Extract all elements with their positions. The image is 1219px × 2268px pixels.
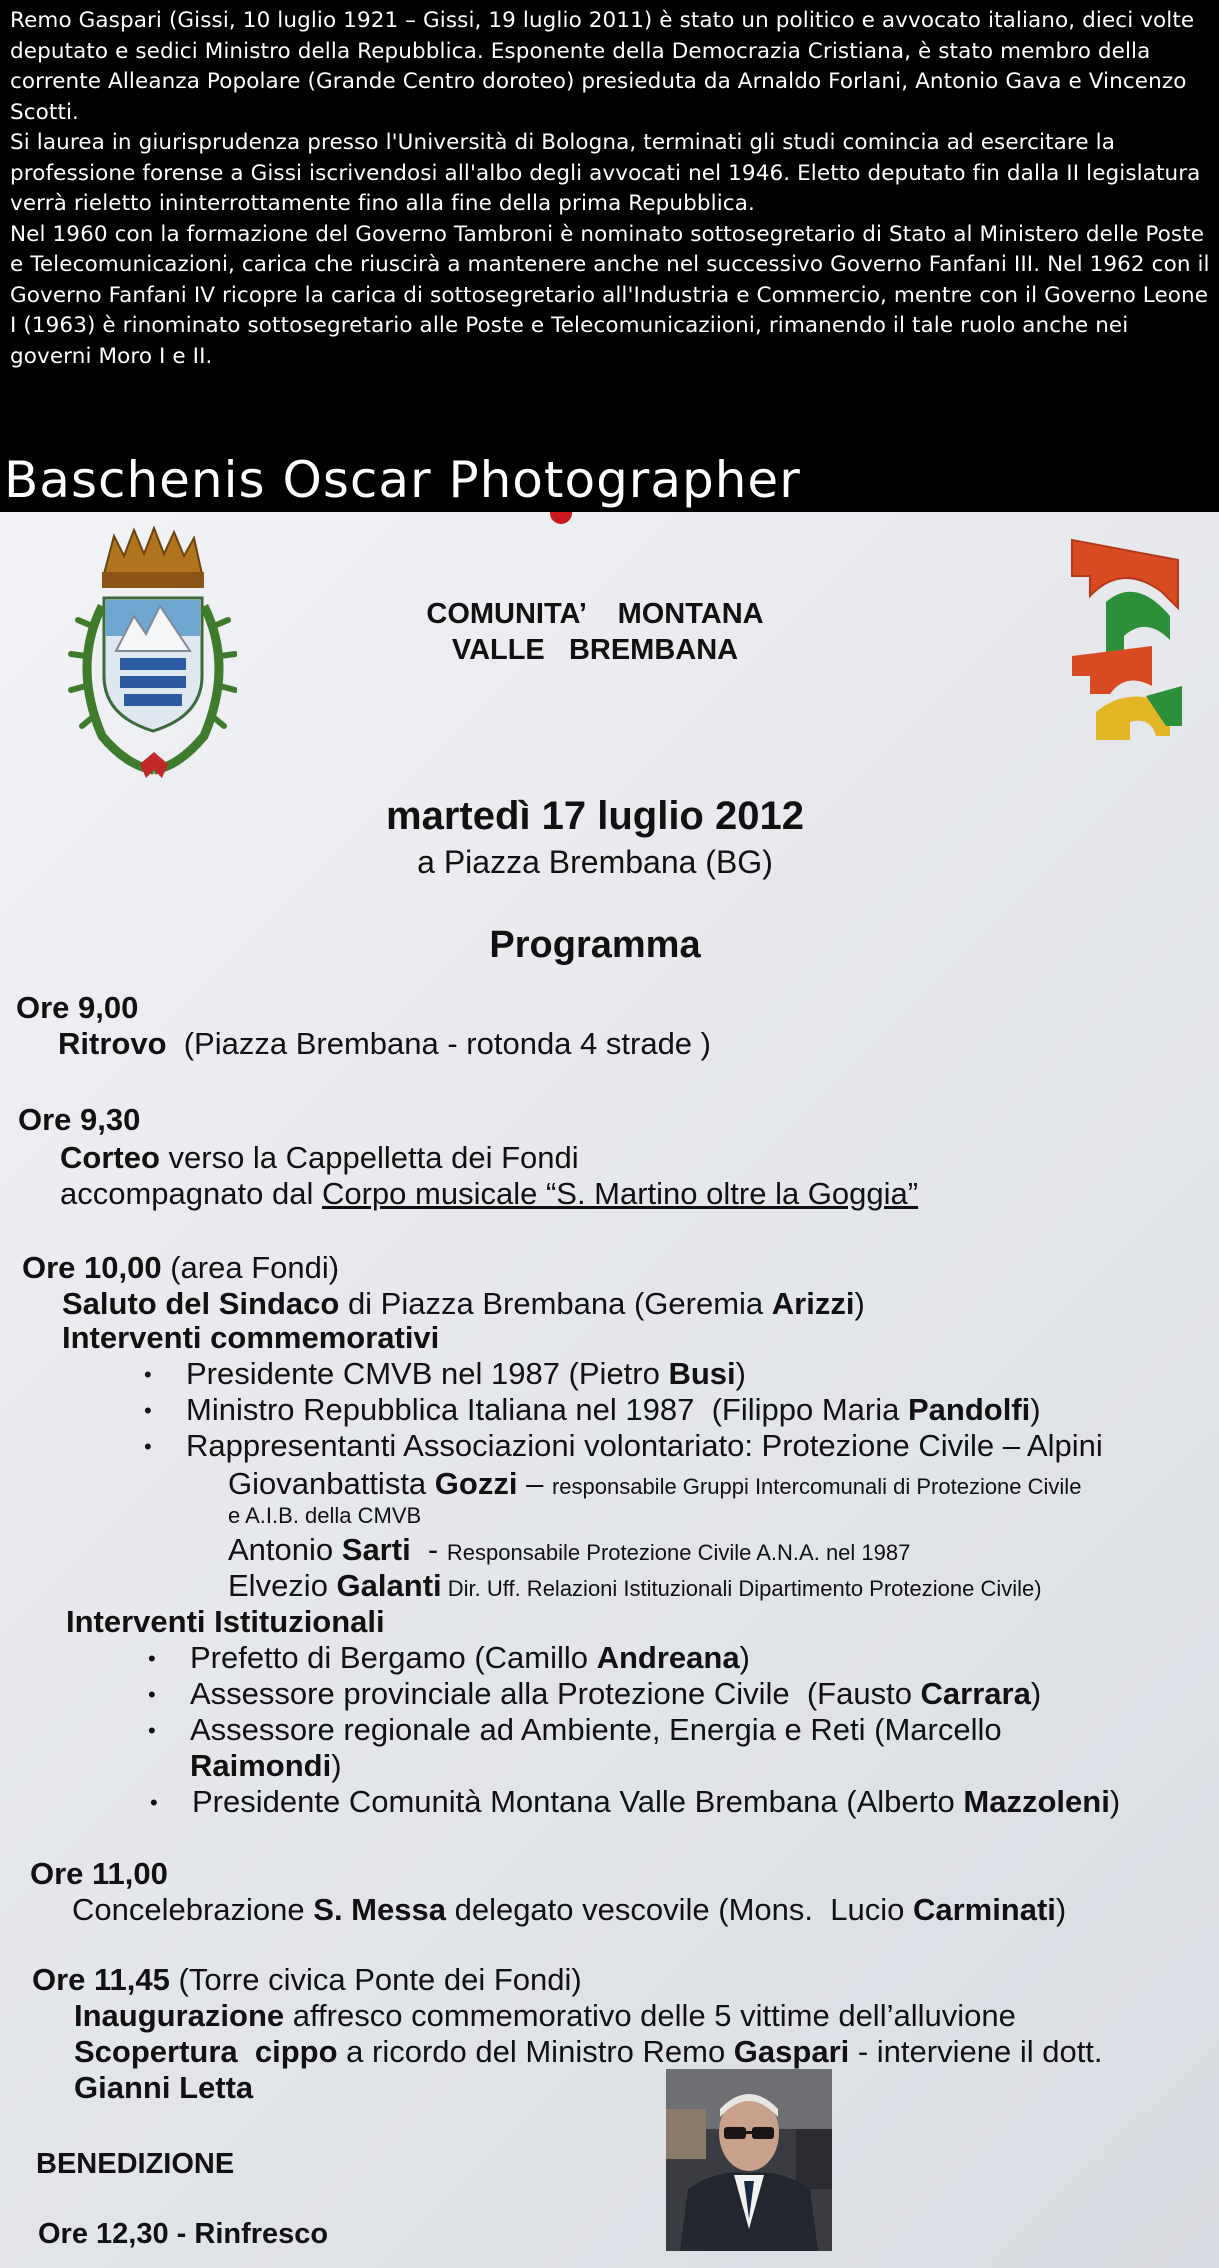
inaugurazione-line (74, 1998, 1016, 2034)
person-sarti (228, 1532, 910, 1568)
bio-paragraph-1: Remo Gaspari (Gissi, 10 luglio 1921 – Gissi, 19 luglio 2011) è stato un politico e avvocato italiano, dieci volte deputato e sedici Ministro della Repubblica. Esponente della Democrazia Cristiana, è stato membro della corrente Alleanza Popolare (Grande Centro doroteo) presieduta da Arnaldo Forlani, Antonio Gava e Vincenzo Scotti. (10, 8, 1195, 125)
header-line-1: COMUNITA’ MONTANA (426, 598, 764, 630)
item-name: Mazzoleni (963, 1784, 1110, 1819)
bullet: • (148, 1718, 156, 1743)
item-name: Andreana (596, 1640, 740, 1675)
dash: – (517, 1466, 552, 1501)
person-galanti (228, 1568, 1042, 1604)
time-1100: Ore 11,00 (30, 1856, 168, 1891)
scopertura-line (74, 2034, 1103, 2070)
ist-item-4 (192, 1784, 1120, 1820)
time-0900: Ore 9,00 (16, 990, 139, 1025)
scopertura-text: a ricordo del Ministro Remo (337, 2034, 734, 2069)
item-name: Raimondi (190, 1748, 332, 1783)
celebrant-name: Carminati (912, 1892, 1056, 1927)
comm-item-1 (186, 1356, 746, 1392)
close-paren: ) (1109, 1784, 1121, 1819)
last-name: Sarti (341, 1532, 411, 1567)
benedizione: BENEDIZIONE (36, 2148, 235, 2180)
saluto-text: di Piazza Brembana (Geremia (339, 1286, 772, 1321)
saluto-line (62, 1286, 865, 1322)
bullet: • (150, 1790, 158, 1815)
interventi-istituzionali: Interventi Istituzionali (66, 1604, 385, 1639)
corteo-label: Corteo (60, 1140, 160, 1175)
gozzi-role-cont: e A.I.B. della CMVB (228, 1503, 422, 1528)
biography-text (10, 6, 1210, 372)
comm-item-3: Rappresentanti Associazioni volontariato: Protezione Civile – Alpini (186, 1428, 1103, 1463)
time-1145: Ore 11,45 (32, 1962, 170, 1997)
time-1000: Ore 10,00 (22, 1250, 162, 1285)
close-paren: ) (739, 1640, 750, 1675)
role: Dir. Uff. Relazioni Istituzionali Dipartimento Protezione Civile) (441, 1576, 1042, 1601)
poster-photo (0, 512, 1219, 2268)
time-0930: Ore 9,30 (18, 1102, 141, 1137)
gaspari-name: Gaspari (733, 2034, 850, 2069)
first-name: Giovanbattista (228, 1466, 435, 1501)
event-date: martedì 17 luglio 2012 (386, 794, 804, 838)
corteo-line (60, 1140, 579, 1176)
corpo-musicale-line (60, 1176, 918, 1212)
ritrovo-line (58, 1026, 711, 1062)
item-text: Assessore provinciale alla Protezione Civile (Fausto (190, 1676, 921, 1711)
bullet: • (148, 1646, 156, 1671)
person-gozzi (228, 1466, 1081, 1502)
portrait-photo (666, 2069, 832, 2251)
ritrovo-place: (Piazza Brembana - rotonda 4 strade ) (166, 1026, 711, 1061)
bullet: • (144, 1362, 152, 1387)
ist-item-3: Assessore regionale ad Ambiente, Energia e Reti (Marcello (190, 1712, 1002, 1747)
letta-name: Gianni Letta (74, 2070, 254, 2105)
saluto-label: Saluto del Sindaco (62, 1286, 340, 1321)
accompanied-text: accompagnato dal (60, 1176, 322, 1211)
close-paren: ) (1055, 1892, 1067, 1927)
bio-paragraph-2: Si laurea in giurisprudenza presso l'Università di Bologna, terminati gli studi comincia ad esercitare la professione forense a Gissi iscrivendosi all'albo degli avvocati nel 1946. Eletto deputato fin dalla II legislatura verrà rieletto ininterrottamente fino alla fine della prima Repubblica. (10, 130, 1201, 216)
role: responsabile Gruppi Intercomunali di Protezione Civile (551, 1474, 1082, 1499)
time-1000-line (22, 1250, 339, 1286)
scopertura-label: Scopertura cippo (74, 2034, 338, 2069)
last-name: Galanti (336, 1568, 442, 1603)
item-text: Presidente Comunità Montana Valle Brembana (Alberto (192, 1784, 964, 1819)
program-title: Programma (489, 924, 701, 966)
time-1230-rinfresco: Ore 12,30 - Rinfresco (38, 2218, 329, 2250)
ist-item-3-cont (190, 1748, 342, 1784)
saluto-name: Arizzi (771, 1286, 855, 1321)
area-torre: (Torre civica Ponte dei Fondi) (169, 1962, 582, 1997)
poster-header (370, 596, 820, 668)
messa-text-2: delegato vescovile (Mons. Lucio (445, 1892, 913, 1927)
item-text: Prefetto di Bergamo (Camillo (190, 1640, 597, 1675)
comm-item-2 (186, 1392, 1041, 1428)
cmvb-logo-icon (1066, 536, 1186, 746)
item-text: Ministro Repubblica Italiana nel 1987 (Filippo Maria (186, 1392, 908, 1427)
role: Responsabile Protezione Civile A.N.A. nel 1987 (446, 1540, 911, 1565)
event-place: a Piazza Brembana (BG) (417, 844, 773, 880)
ist-item-2 (190, 1676, 1041, 1712)
item-name: Carrara (920, 1676, 1031, 1711)
inaugurazione-text: affresco commemorativo delle 5 vittime dell’alluvione (284, 1998, 1016, 2033)
coat-of-arms-icon (62, 526, 237, 786)
interviene-text: - interviene il dott. (849, 2034, 1103, 2069)
black-header (0, 0, 1219, 512)
dash: - (410, 1532, 447, 1567)
inaugurazione-label: Inaugurazione (74, 1998, 285, 2033)
messa-text: Concelebrazione (72, 1892, 314, 1927)
ritrovo-label: Ritrovo (58, 1026, 167, 1061)
time-1145-line (32, 1962, 582, 1998)
interventi-commemorativi: Interventi commemorativi (62, 1320, 440, 1355)
area-fondi: (area Fondi) (161, 1250, 340, 1285)
messa-line (72, 1892, 1066, 1928)
close-paren: ) (331, 1748, 342, 1783)
corteo-text: verso la Cappelletta dei Fondi (159, 1140, 579, 1175)
bio-paragraph-3: Nel 1960 con la formazione del Governo Tambroni è nominato sottosegretario di Stato al Ministero delle Poste e Telecomunicazioni, carica che riuscirà a mantenere anche nel successivo Governo Fanfani III. Nel 1962 con il Governo Fanfani IV ricopre la carica di sottosegretario all'Industria e Commercio, mentre con il Governo Leone I (1963) è rinominato sottosegretario alle Poste e Telecomunicaziioni, rimanendo il tale ruolo anche nei governi Moro I e II. (10, 221, 1210, 369)
item-name: Busi (668, 1356, 736, 1391)
bullet: • (144, 1398, 152, 1423)
first-name: Antonio (228, 1532, 342, 1567)
photographer-banner: Baschenis Oscar Photographer (4, 451, 801, 509)
messa-label: S. Messa (313, 1892, 446, 1927)
item-name: Pandolfi (907, 1392, 1031, 1427)
close-paren: ) (1030, 1392, 1041, 1427)
ist-item-1 (190, 1640, 750, 1676)
last-name: Gozzi (434, 1466, 518, 1501)
bullet: • (144, 1434, 152, 1459)
red-pushpin (550, 512, 572, 524)
band-name: Corpo musicale “S. Martino oltre la Goggia” (321, 1176, 919, 1211)
bullet: • (148, 1682, 156, 1707)
close-paren: ) (735, 1356, 746, 1391)
close-paren: ) (854, 1286, 865, 1321)
item-text: Presidente CMVB nel 1987 (Pietro (186, 1356, 669, 1391)
header-line-2: VALLE BREMBANA (451, 634, 739, 666)
close-paren: ) (1030, 1676, 1042, 1711)
first-name: Elvezio (228, 1568, 337, 1603)
